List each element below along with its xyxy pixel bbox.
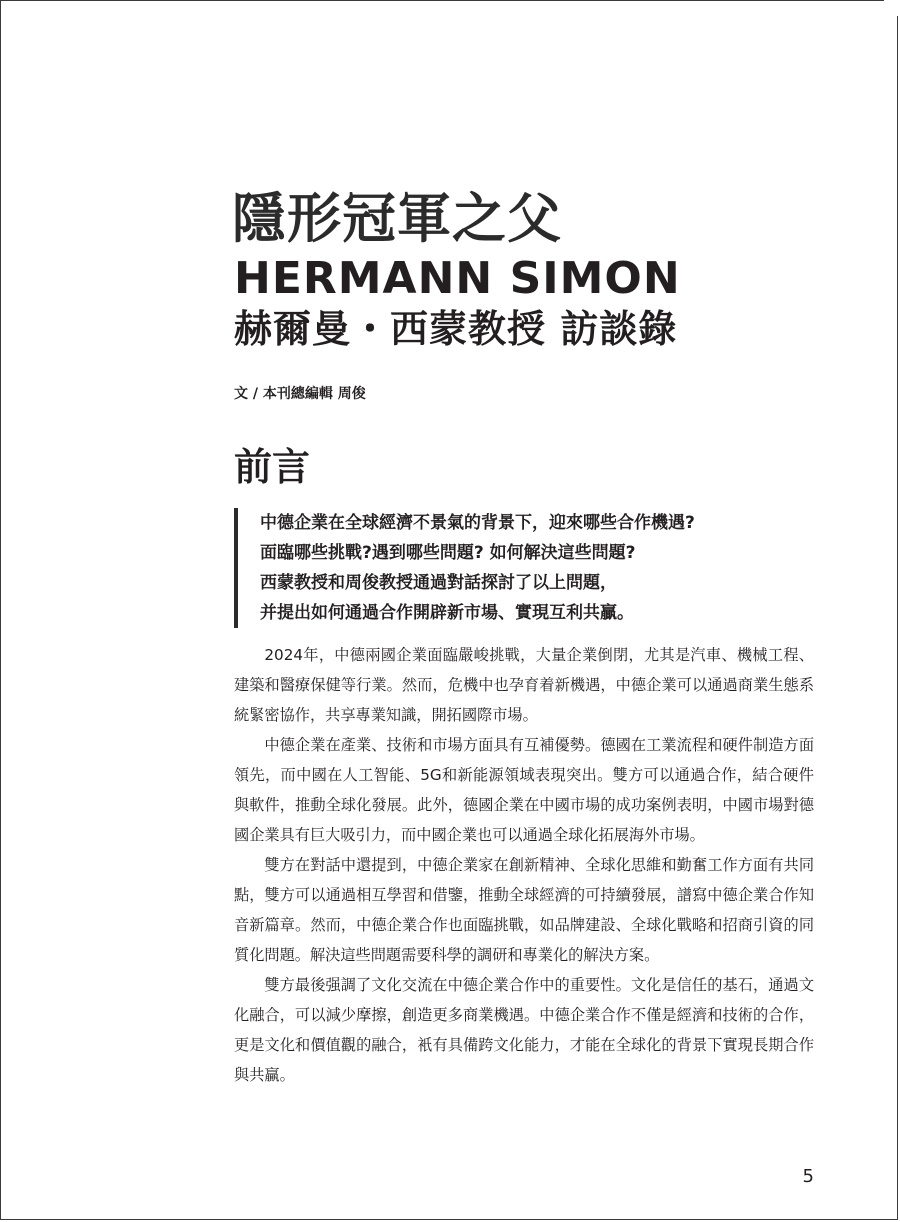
title-subtitle: 赫爾曼・西蒙教授 訪談錄 [234, 307, 678, 351]
title-chinese: 隱形冠軍之父 [232, 186, 562, 250]
pull-quote-line: 中德企業在全球經濟不景氣的背景下，迎來哪些合作機遇? [260, 513, 695, 533]
body-paragraph: 雙方在對話中還提到，中德企業家在創新精神、全球化思維和勤奮工作方面有共同點，雙方可以通過相互學習和借鑒，推動全球經濟的可持續發展，譜寫中德企業合作知音新篇章。然而，中德企業合作也面臨挑戰，如品牌建設、全球化戰略和招商引資的同質化問題。解決這些問題需要科學的調研和專業化的解決方案。 [234, 856, 814, 964]
pull-quote-line: 并提出如何通過合作開辟新市場、實現互利共贏。 [260, 603, 634, 623]
pull-quote [234, 508, 794, 628]
body-paragraph: 2024年，中德兩國企業面臨嚴峻挑戰，大量企業倒閉，尤其是汽車、機械工程、建築和醫療保健等行業。然而，危機中也孕育着新機遇，中德企業可以通過商業生態系統緊密協作，共享專業知識，開拓國際市場。 [234, 646, 814, 724]
byline: 文 / 本刊總編輯 周俊 [234, 386, 366, 402]
article-body [234, 640, 814, 1090]
section-heading: 前言 [234, 445, 311, 489]
body-paragraph: 雙方最後强調了文化交流在中德企業合作中的重要性。文化是信任的基石，通過文化融合，可以減少摩擦，創造更多商業機遇。中德企業合作不僅是經濟和技術的合作，更是文化和價值觀的融合，衹有具備跨文化能力，才能在全球化的背景下實現長期合作與共贏。 [234, 976, 814, 1084]
title-english: HERMANN SIMON [234, 253, 681, 304]
pull-quote-line: 西蒙教授和周俊教授通過對話探討了以上問題， [260, 573, 617, 593]
pull-quote-line: 面臨哪些挑戰?遇到哪些問題? 如何解決這些問題? [260, 543, 636, 563]
page-number: 5 [802, 1166, 814, 1187]
body-paragraph: 中德企業在產業、技術和市場方面具有互補優勢。德國在工業流程和硬件制造方面領先，而中國在人工智能、5G和新能源領域表現突出。雙方可以通過合作，結合硬件與軟件，推動全球化發展。此外，德國企業在中國市場的成功案例表明，中國市場對德國企業具有巨大吸引力，而中國企業也可以通過全球化拓展海外市場。 [234, 736, 814, 844]
page-corner [884, 0, 900, 16]
